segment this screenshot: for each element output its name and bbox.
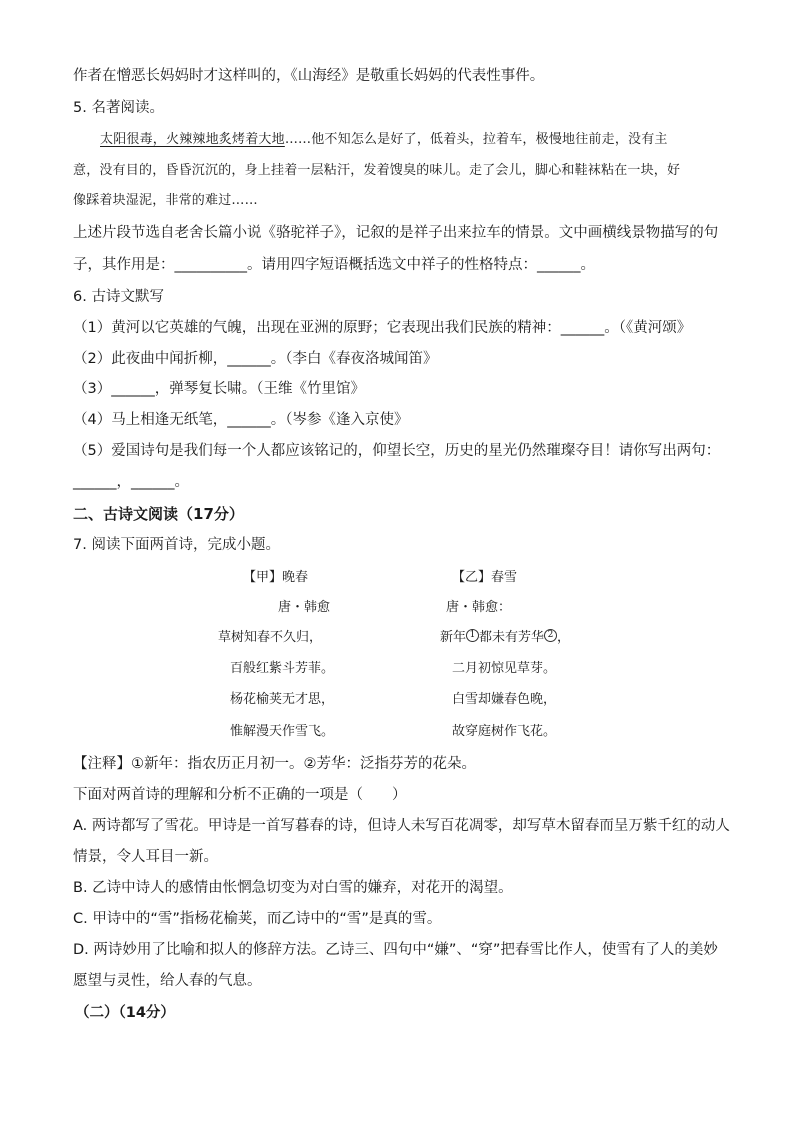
poem-a-line: 惟解漫天作雪飞。 [230,724,335,739]
poem-text: 新年 [440,630,467,645]
poem-b-line [440,628,570,648]
poem-a-author: 唐・韩愈 [278,600,331,615]
excerpt-text: ……他不知怎么是好了，低着头，拉着车，极慢地往前走，没有主 [284,132,668,147]
subsection-heading: （二）（14分） [75,1005,175,1021]
question-6-title: 6. 古诗文默写 [73,289,164,305]
note-marker: 2 [544,629,557,642]
question-6-item: （3）______，弹琴复长啸。（王维《竹里馆》 [73,381,365,397]
question-5-text: 子，其作用是：__________。请用四字短语概括选文中祥子的性格特点：______。 [73,257,595,273]
option-a-cont: 情景，令人耳目一新。 [73,849,218,865]
question-5-text: 上述片段节选自老舍长篇小说《骆驼祥子》，记叙的是祥子出来拉车的情景。文中画横线景物描写的句 [73,225,719,241]
annotation-notes: 【注释】①新年：指农历正月初一。②芳华：泛指芬芳的花朵。 [73,756,476,772]
question-6-item: （4）马上相逢无纸笔，______。（岑参《逢入京使》 [73,412,409,428]
poem-text: 都未有芳华 [479,630,545,645]
excerpt-line-1 [100,130,668,150]
poem-b-author: 唐・韩愈： [446,600,512,615]
poem-b-line: 故穿庭树作飞花。 [452,724,557,739]
option-a: A. 两诗都写了雪花。甲诗是一首写暮春的诗，但诗人未写百花凋零，却写草木留春而呈万紫千红的动人 [73,818,730,834]
question-6-item: （5）爱国诗句是我们每一个人都应该铭记的，仰望长空，历史的星光仍然璀璨夺目！请你写出两句： [73,443,721,459]
question-6-item: ______，______。 [73,474,189,490]
paragraph-text: 作者在憎恶长妈妈时才这样叫的，《山海经》是敬重长妈妈的代表性事件。 [73,68,545,84]
poem-a-line: 杨花榆荚无才思， [230,692,335,707]
poem-a-line: 百般红紫斗芳菲。 [230,661,335,676]
option-d-cont: 愿望与灵性，给人春的气息。 [73,973,262,989]
question-5-title: 5. 名著阅读。 [73,100,164,116]
note-marker: 1 [466,629,479,642]
option-d: D. 两诗妙用了比喻和拟人的修辞方法。乙诗三、四句中“嫌”、“穿”把春雪比作人，使雪有了人的美妙 [73,942,718,958]
option-b: B. 乙诗中诗人的感情由怅惘急切变为对白雪的嫌弃，对花开的渴望。 [73,880,513,896]
question-6-item: （2）此夜曲中闻折柳，______。（李白《春夜洛城闻笛》 [73,351,438,367]
excerpt-line-2: 意，没有目的，昏昏沉沉的，身上挂着一层粘汗，发着馊臭的味儿。走了会儿，脚心和鞋袜粘在一块，好 [73,163,681,178]
excerpt-line-3: 像踩着块湿泥，非常的难过…… [73,193,258,208]
poem-a-line: 草树知春不久归， [218,630,323,645]
poem-text: ， [557,630,571,645]
underlined-scenery-sentence: 太阳很毒，火辣辣地炙烤着大地 [100,132,285,147]
question-7-prompt: 下面对两首诗的理解和分析不正确的一项是（ ） [73,787,407,803]
poem-a-title: 【甲】晚春 [243,570,309,585]
option-c: C. 甲诗中的“雪”指杨花榆荚，而乙诗中的“雪”是真的雪。 [73,911,442,927]
poem-b-line: 白雪却嫌春色晚， [452,692,557,707]
poem-b-title: 【乙】春雪 [452,570,518,585]
question-6-item: （1）黄河以它英雄的气魄，出现在亚洲的原野；它表现出我们民族的精神：______。（《黄河颂》 [73,320,692,336]
section-heading: 二、古诗文阅读（17分） [73,505,244,523]
poem-b-line: 二月初惊见草芽。 [452,661,557,676]
question-7-title: 7. 阅读下面两首诗，完成小题。 [73,537,280,553]
